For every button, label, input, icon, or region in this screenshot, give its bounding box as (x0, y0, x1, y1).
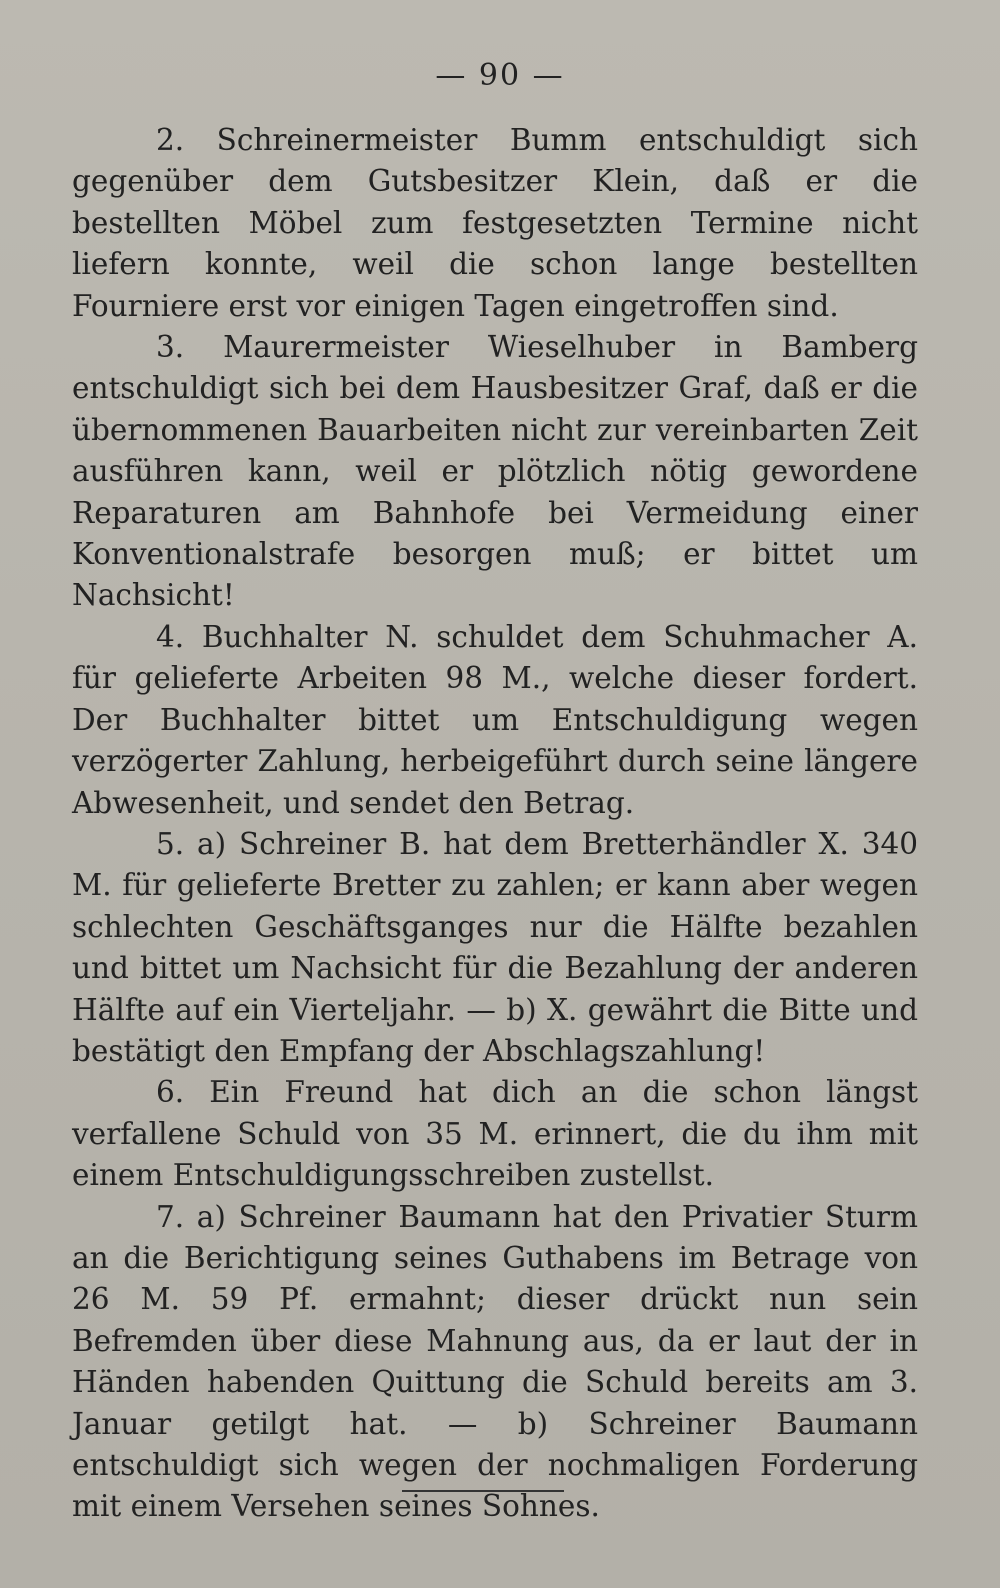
page-number: — 90 — (435, 58, 565, 93)
text-body (72, 120, 918, 1528)
end-rule-divider (402, 1490, 564, 1492)
paragraph-4: 4. Buchhalter N. schuldet dem Schuhmacher A. für gelieferte Arbeiten 98 M., welche dieser fordert. Der Buchhalter bittet um Entschuldigung wegen verzögerter Zahlung, herbeigeführt durch seine längere Abwesenheit, und sendet den Betrag. (72, 619, 918, 820)
paragraph-2: 2. Schreinermeister Bumm entschuldigt sich gegenüber dem Gutsbesitzer Klein, daß er die bestellten Möbel zum festgesetzten Termine nicht liefern konnte, weil die schon lange bestellten Fourniere erst vor einigen Tagen eingetroffen sind. (72, 123, 918, 323)
paragraph-6: 6. Ein Freund hat dich an die schon längst verfallene Schuld von 35 M. erinnert, die du ihm mit einem Entschuldigungsschreiben zustellst. (72, 1075, 918, 1193)
paragraph-7: 7. a) Schreiner Baumann hat den Privatier Sturm an die Berichtigung seines Guthabens im Betrage von 26 M. 59 Pf. ermahnt; dieser drückt nun sein Befremden über diese Mahnung aus, da er laut der in Händen habenden Quittung die Schuld bereits am 3. Januar getilgt hat. — b) Schreiner Baumann entschuldigt sich wegen der nochmaligen Forderung mit einem Versehen seines Sohnes. (72, 1199, 918, 1524)
paragraph-3: 3. Maurermeister Wieselhuber in Bamberg entschuldigt sich bei dem Hausbesitzer Graf, daß er die übernommenen Bauarbeiten nicht zur vereinbarten Zeit ausführen kann, weil er plötzlich nötig gewordene Reparaturen am Bahnhofe bei Vermeidung einer Konventionalstrafe besorgen muß; er bittet um Nachsicht! (72, 330, 918, 613)
paragraph-5: 5. a) Schreiner B. hat dem Bretterhändler X. 340 M. für gelieferte Bretter zu zahlen; er kann aber wegen schlechten Geschäftsganges nur die Hälfte bezahlen und bittet um Nachsicht für die Bezahlung der anderen Hälfte auf ein Vierteljahr. — b) X. gewährt die Bitte und bestätigt den Empfang der Abschlagszahlung! (72, 826, 918, 1068)
